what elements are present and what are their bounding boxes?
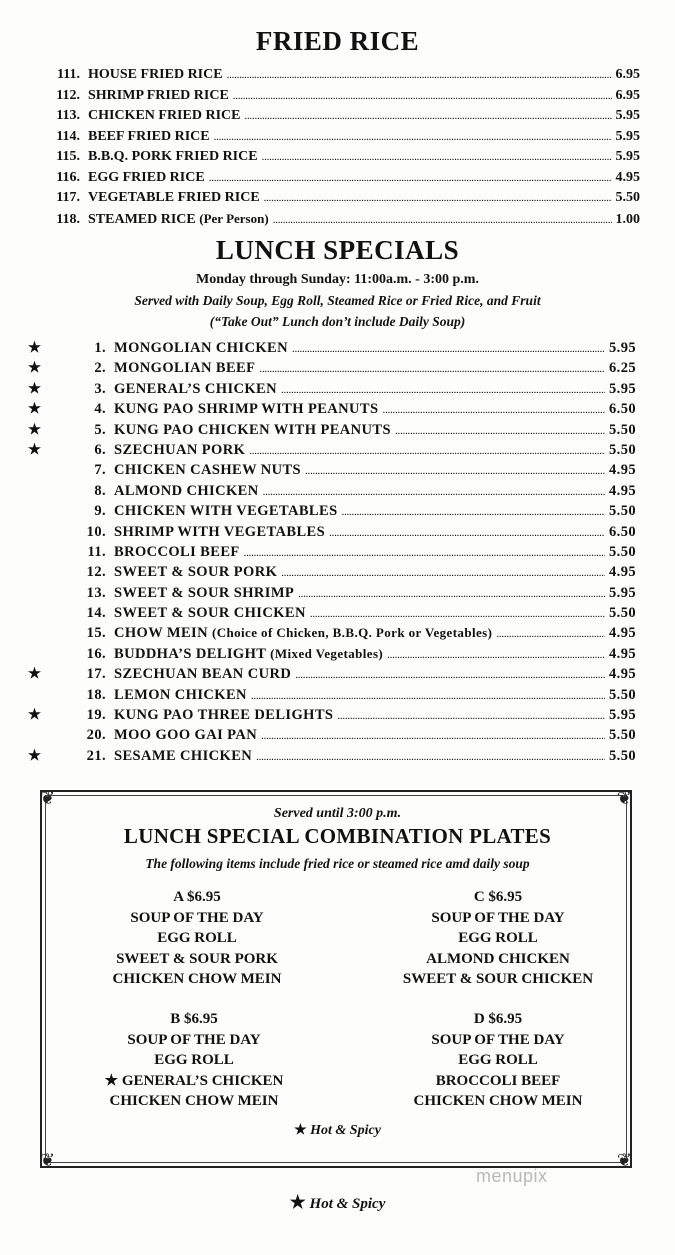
item-name: STEAMED RICE xyxy=(88,211,196,227)
plate-item xyxy=(82,949,312,970)
menu-item xyxy=(28,748,636,768)
item-note: (Per Person) xyxy=(199,210,269,226)
item-name-group xyxy=(88,190,260,206)
plate-item-text: SOUP OF THE DAY xyxy=(431,1031,565,1048)
menu-item xyxy=(28,687,636,707)
menu-item xyxy=(28,707,636,727)
dot-leader xyxy=(259,360,605,377)
item-name: SZECHUAN PORK xyxy=(114,441,246,458)
star-icon: ★ xyxy=(294,1123,307,1138)
menu-item xyxy=(28,381,636,401)
item-name: ALMOND CHICKEN xyxy=(114,482,259,499)
menu-item xyxy=(28,585,636,605)
item-name-group xyxy=(88,170,205,186)
item-number: 11. xyxy=(87,543,106,560)
dot-leader xyxy=(395,422,605,439)
plate-item xyxy=(82,969,312,990)
plate-item-text: SOUP OF THE DAY xyxy=(130,909,264,926)
item-number: 5. xyxy=(94,421,106,438)
star-icon: ★ xyxy=(28,401,42,418)
item-price: 5.95 xyxy=(615,128,640,144)
item-price: 6.50 xyxy=(609,401,636,418)
item-name: CHICKEN CASHEW NUTS xyxy=(114,462,302,479)
item-name: SHRIMP WITH VEGETABLES xyxy=(114,523,326,540)
item-number: 15. xyxy=(86,625,106,642)
item-name: SWEET & SOUR CHICKEN xyxy=(114,605,306,622)
item-number: 4. xyxy=(94,401,106,418)
item-price: 5.50 xyxy=(609,421,636,438)
plate-item xyxy=(78,1030,310,1051)
item-name: KUNG PAO SHRIMP WITH PEANUTS xyxy=(114,401,379,418)
menu-item xyxy=(28,544,636,564)
item-number: 19. xyxy=(86,707,106,724)
lunch-hours: Monday through Sunday: 11:00a.m. - 3:00 p.m. xyxy=(196,272,479,287)
item-number: 14. xyxy=(86,605,106,622)
menu-item xyxy=(28,646,636,666)
plate-label: C $6.95 xyxy=(473,889,523,905)
combo-legend xyxy=(0,1122,675,1139)
dot-leader xyxy=(342,503,605,520)
item-price: 5.50 xyxy=(609,727,636,744)
star-icon: ★ xyxy=(104,1072,119,1089)
star-icon: ★ xyxy=(28,360,42,377)
plate-item xyxy=(380,1071,616,1092)
plate-item xyxy=(380,1050,616,1071)
item-price: 6.95 xyxy=(615,67,640,82)
item-price: 4.95 xyxy=(609,666,636,683)
corner-ornament-icon: ❦ xyxy=(40,788,56,808)
item-number: 3. xyxy=(94,380,106,397)
dot-leader xyxy=(233,88,612,104)
footer-legend xyxy=(0,1192,675,1213)
served-with-note: Served with Daily Soup, Egg Roll, Steamed Rice or Fried Rice, and Fruit xyxy=(134,293,541,308)
item-number: 115. xyxy=(56,149,80,164)
plate-item-text: ALMOND CHICKEN xyxy=(426,950,570,967)
item-number: 114. xyxy=(56,128,80,144)
item-name-group xyxy=(114,442,245,459)
dot-leader xyxy=(310,605,605,622)
dot-leader xyxy=(256,748,605,765)
item-name: MONGOLIAN CHICKEN xyxy=(114,340,288,356)
item-price: 4.95 xyxy=(609,645,636,662)
corner-ornament-icon: ❦ xyxy=(616,1150,632,1170)
dot-leader xyxy=(244,544,605,561)
plate-item-text: BROCCOLI BEEF xyxy=(435,1072,561,1089)
dot-leader xyxy=(263,483,605,500)
menu-item xyxy=(28,564,636,584)
item-price: 4.95 xyxy=(615,169,640,185)
item-price: 5.95 xyxy=(609,340,636,356)
menu-item xyxy=(28,462,636,482)
plate-item xyxy=(78,1050,310,1071)
item-price: 5.95 xyxy=(609,380,636,397)
item-number: 113. xyxy=(56,108,80,123)
item-name-group xyxy=(88,67,223,83)
item-name-group xyxy=(114,564,277,581)
item-name: SESAME CHICKEN xyxy=(114,747,253,764)
dot-leader xyxy=(295,666,605,683)
item-name-group xyxy=(114,360,255,377)
item-name: SZECHUAN BEAN CURD xyxy=(114,666,292,683)
item-name: B.B.Q. PORK FRIED RICE xyxy=(88,149,258,164)
item-name: SHRIMP FRIED RICE xyxy=(88,87,229,103)
item-price: 5.95 xyxy=(615,108,640,123)
menu-item xyxy=(0,211,640,232)
plate-item xyxy=(78,1091,310,1112)
item-number: 6. xyxy=(94,441,106,458)
item-name: BUDDHA’S DELIGHT xyxy=(114,645,267,662)
item-price: 5.50 xyxy=(609,686,636,703)
menu-item xyxy=(0,88,640,109)
item-price: 6.50 xyxy=(609,523,636,540)
item-name-group xyxy=(88,108,240,124)
item-name: CHICKEN FRIED RICE xyxy=(88,108,241,123)
corner-ornament-icon: ❦ xyxy=(616,788,632,808)
lunch-specials-list xyxy=(28,340,636,768)
dot-leader xyxy=(264,190,612,206)
item-name: BROCCOLI BEEF xyxy=(114,543,240,560)
item-number: 10. xyxy=(86,523,106,540)
item-number: 117. xyxy=(56,190,80,205)
plate-item xyxy=(380,969,616,990)
dot-leader xyxy=(209,170,612,186)
dot-leader xyxy=(251,687,605,704)
menu-item xyxy=(0,149,640,170)
item-price: 6.95 xyxy=(615,87,640,103)
item-note: (Choice of Chicken, B.B.Q. Pork or Vegetables) xyxy=(212,625,493,641)
item-name-group xyxy=(88,129,210,145)
item-price: 5.50 xyxy=(609,605,636,622)
item-number: 18. xyxy=(86,686,106,703)
item-number: 21. xyxy=(86,747,106,764)
dot-leader xyxy=(273,212,612,228)
item-price: 5.50 xyxy=(609,503,636,520)
menu-item xyxy=(0,108,640,129)
menu-item xyxy=(0,170,640,191)
plate-item-text: SOUP OF THE DAY xyxy=(431,909,565,926)
item-name: KUNG PAO THREE DELIGHTS xyxy=(114,707,334,724)
item-name: MOO GOO GAI PAN xyxy=(114,727,258,744)
plate-d xyxy=(380,1009,616,1112)
menu-item xyxy=(28,483,636,503)
item-number: 112. xyxy=(56,87,80,103)
plate-item-text: CHICKEN CHOW MEIN xyxy=(413,1093,583,1109)
dot-leader xyxy=(262,149,612,165)
item-name-group xyxy=(88,149,258,165)
item-name-group xyxy=(88,211,269,228)
take-out-note: (“Take Out” Lunch don’t include Daily Soup) xyxy=(209,314,466,329)
combo-legend-text: Hot & Spicy xyxy=(310,1123,381,1138)
dot-leader xyxy=(261,727,605,744)
plate-item-text: EGG ROLL xyxy=(458,930,538,946)
fried-rice-list xyxy=(0,67,640,231)
fried-rice-title: FRIED RICE xyxy=(255,26,420,56)
menupix-watermark: menupix xyxy=(476,1166,548,1186)
menu-item xyxy=(28,422,636,442)
menu-item xyxy=(0,67,640,88)
plate-item-text: SWEET & SOUR PORK xyxy=(116,950,278,967)
menu-item xyxy=(28,666,636,686)
item-number: 118. xyxy=(56,211,80,227)
menu-item xyxy=(28,605,636,625)
plate-item-text: EGG ROLL xyxy=(154,1052,234,1068)
dot-leader xyxy=(337,707,605,724)
plate-item xyxy=(82,908,312,929)
combination-title: LUNCH SPECIAL COMBINATION PLATES xyxy=(123,824,552,848)
plate-item xyxy=(380,908,616,929)
item-name-group xyxy=(114,585,294,602)
dot-leader xyxy=(329,524,605,541)
plate-item-text: CHICKEN CHOW MEIN xyxy=(109,1093,279,1109)
item-price: 5.95 xyxy=(609,707,636,724)
item-number: 8. xyxy=(94,482,106,499)
menu-item xyxy=(28,625,636,645)
item-name-group xyxy=(114,483,259,500)
dot-leader xyxy=(305,462,605,479)
item-name-group xyxy=(114,625,492,642)
item-name-group xyxy=(114,422,391,439)
item-number: 2. xyxy=(94,360,106,377)
item-name-group xyxy=(114,605,306,622)
item-number: 7. xyxy=(94,462,106,479)
item-price: 5.50 xyxy=(609,543,636,560)
item-price: 4.95 xyxy=(609,462,636,479)
dot-leader xyxy=(214,129,612,145)
item-name-group xyxy=(88,88,229,104)
item-price: 6.25 xyxy=(609,360,636,377)
star-icon: ★ xyxy=(28,747,42,764)
plate-item xyxy=(82,928,312,949)
plate-item-text: SWEET & SOUR CHICKEN xyxy=(402,971,594,987)
item-price: 1.00 xyxy=(615,211,640,227)
item-name-group xyxy=(114,646,383,663)
item-name: KUNG PAO CHICKEN WITH PEANUTS xyxy=(114,421,391,438)
plate-item xyxy=(380,928,616,949)
item-number: 111. xyxy=(57,67,80,82)
item-name: CHICKEN WITH VEGETABLES xyxy=(114,503,338,520)
item-price: 4.95 xyxy=(609,482,636,499)
item-name: GENERAL’S CHICKEN xyxy=(114,380,277,397)
menu-item xyxy=(28,401,636,421)
item-name-group xyxy=(114,727,257,744)
plate-item-text: CHICKEN CHOW MEIN xyxy=(112,971,282,987)
plate-item-text: SOUP OF THE DAY xyxy=(127,1031,261,1048)
menu-item xyxy=(28,340,636,360)
star-icon: ★ xyxy=(28,421,42,438)
dot-leader xyxy=(227,67,612,83)
menu-item xyxy=(0,129,640,150)
item-price: 5.95 xyxy=(615,149,640,164)
item-number: 9. xyxy=(94,503,106,520)
plate-item xyxy=(380,949,616,970)
dot-leader xyxy=(244,108,611,124)
item-number: 16. xyxy=(86,645,106,662)
item-number: 116. xyxy=(56,169,80,185)
item-number: 13. xyxy=(86,584,106,601)
plate-item xyxy=(380,1091,616,1112)
item-name-group xyxy=(114,687,247,704)
menu-item xyxy=(28,360,636,380)
item-price: 5.50 xyxy=(609,747,636,764)
served-until: Served until 3:00 p.m. xyxy=(273,806,402,821)
item-price: 5.50 xyxy=(609,441,636,458)
combination-subtitle: The following items include fried rice or steamed rice amd daily soup xyxy=(145,856,530,871)
item-name: MONGOLIAN BEEF xyxy=(114,360,256,377)
item-name-group xyxy=(114,707,333,724)
item-number: 12. xyxy=(86,564,106,581)
lunch-specials-title: LUNCH SPECIALS xyxy=(215,235,460,265)
star-icon: ★ xyxy=(28,441,42,458)
plate-item-text: GENERAL’S CHICKEN xyxy=(121,1072,284,1089)
menu-item xyxy=(28,503,636,523)
corner-ornament-icon: ❦ xyxy=(40,1150,56,1170)
plate-item-text: EGG ROLL xyxy=(458,1052,538,1068)
item-name: VEGETABLE FRIED RICE xyxy=(88,190,260,205)
dot-leader xyxy=(249,442,605,459)
item-price: 5.50 xyxy=(615,190,640,205)
dot-leader xyxy=(281,381,605,398)
item-name-group xyxy=(114,462,301,479)
item-price: 5.95 xyxy=(609,584,636,601)
item-name-group xyxy=(114,524,325,541)
menu-item xyxy=(28,442,636,462)
dot-leader xyxy=(298,585,605,602)
item-name: LEMON CHICKEN xyxy=(114,686,247,703)
item-name-group xyxy=(114,544,240,561)
item-name: CHOW MEIN xyxy=(114,625,208,642)
item-name: SWEET & SOUR SHRIMP xyxy=(114,584,295,601)
item-name-group xyxy=(114,666,291,683)
plate-item xyxy=(380,1030,616,1051)
plate-item-text: EGG ROLL xyxy=(157,930,237,946)
dot-leader xyxy=(387,646,605,663)
item-name: SWEET & SOUR PORK xyxy=(114,564,278,581)
item-note: (Mixed Vegetables) xyxy=(270,645,384,661)
item-number: 17. xyxy=(86,666,106,683)
plate-a xyxy=(82,887,312,990)
plate-c xyxy=(380,887,616,990)
dot-leader xyxy=(281,564,605,581)
item-number: 1. xyxy=(94,340,106,356)
star-icon: ★ xyxy=(28,380,42,397)
item-price: 4.95 xyxy=(609,625,636,642)
item-name-group xyxy=(114,503,338,520)
item-name: BEEF FRIED RICE xyxy=(88,128,210,144)
star-icon: ★ xyxy=(28,707,42,724)
dot-leader xyxy=(496,625,605,642)
plate-item xyxy=(78,1071,310,1092)
plate-b xyxy=(78,1009,310,1112)
item-number: 20. xyxy=(86,727,106,744)
plate-label: A $6.95 xyxy=(173,889,221,905)
item-name: EGG FRIED RICE xyxy=(88,169,205,185)
menu-item xyxy=(0,190,640,211)
plate-label: D $6.95 xyxy=(473,1011,523,1027)
item-name-group xyxy=(114,748,252,765)
item-price: 4.95 xyxy=(609,564,636,581)
item-name-group xyxy=(114,340,288,357)
menu-item xyxy=(28,524,636,544)
star-icon: ★ xyxy=(28,666,42,683)
item-name-group xyxy=(114,381,277,398)
star-icon: ★ xyxy=(289,1192,306,1212)
item-name-group xyxy=(114,401,378,418)
item-name: HOUSE FRIED RICE xyxy=(88,67,223,82)
dot-leader xyxy=(382,401,605,418)
footer-legend-text: Hot & Spicy xyxy=(309,1196,386,1212)
star-icon: ★ xyxy=(28,340,42,356)
menu-item xyxy=(28,727,636,747)
plate-label: B $6.95 xyxy=(170,1011,218,1027)
dot-leader xyxy=(292,340,605,357)
